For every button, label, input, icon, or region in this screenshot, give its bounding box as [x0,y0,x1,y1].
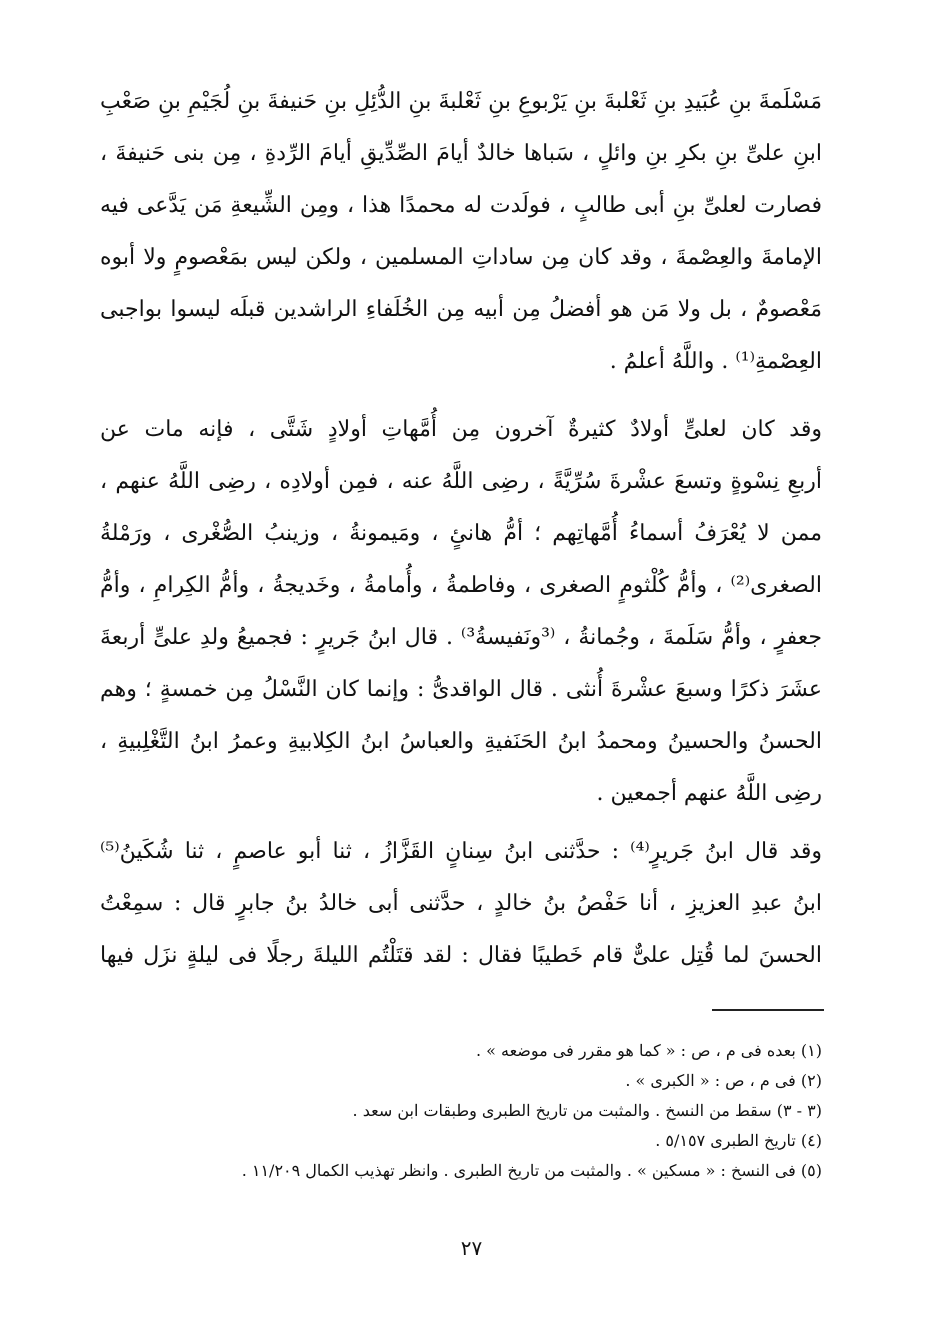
paragraph-2 [100,404,822,820]
paragraph-1 [100,76,822,388]
text-line: العِصْمةِ⁽¹⁾ . واللَّهُ أعلمُ . [609,349,822,374]
footnote-3: (٣ - ٣) سقط من النسخ . والمثبت من تاريخ الطبرى وطبقات ابن سعد . [352,1101,822,1120]
text-line: وقد كان لعلىٍّ أولادٌ كثيرةٌ آخرون مِن أُمَّهاتِ أولادٍ شَتَّى ، فإنه مات عن [100,417,822,442]
text-line: الإمامةَ والعِصْمةَ ، وقد كان مِن ساداتِ المسلمين ، ولكن ليس بمَعْصومٍ ولا أبوه [100,245,822,270]
text-line: الحسنُ والحسينُ ومحمدُ ابنُ الحَنَفيةِ والعباسُ ابنُ الكِلابيةِ وعمرُ ابنُ التَّغْلِبيةِ ، [100,729,822,754]
text-line: ابنُ عبدِ العزيزِ ، أنا حَفْصُ بنُ خالدٍ ، حدَّثنى أبى خالدُ بنُ جابرٍ قال : سمِعْتُ [100,891,822,916]
footnote-2: (٢) فى م ، ص : « الكبرى » . [625,1071,822,1090]
text-line: مَسْلَمةَ بنِ عُبَيدِ بنِ ثَعْلبةَ بنِ يَرْبوعِ بنِ ثَعْلبةَ بنِ الدُّئِلِ بنِ حَنيفةَ بنِ لُجَيْمِ بنِ صَعْبِ [100,89,822,114]
page-number: ٢٧ [460,1236,483,1260]
text-line: الحسنَ لما قُتِل علىٌّ قام خَطيبًا فقال : لقد قتَلْتُم الليلةَ رجلًا فى ليلةٍ نزَل فيها [100,943,822,968]
text-line: أربعِ نِسْوةٍ وتسعَ عشْرةَ سُرِّيَّةً ، رضِى اللَّهُ عنه ، فمِن أولادِه ، رضِى اللَّهُ عنهم ، [100,469,822,494]
footnote-1: (١) بعده فى م ، ص : « كما هو مقرر فى موضعه » . [475,1041,822,1060]
paragraph-3 [100,826,822,982]
footnote-divider [712,1009,824,1011]
text-line: عشَرَ ذكرًا وسبعَ عشْرةَ أُنثى . قال الواقدىُّ : وإنما كان النَّسْلُ مِن خمسةٍ ؛ وهم [100,677,822,702]
footnote-5: (٥) فى النسخ : « مسكين » . والمثبت من تاريخ الطبرى . وانظر تهذيب الكمال ١١/٢٠٩ . [241,1161,822,1180]
text-line: رضِى اللَّهُ عنهم أجمعين . [596,781,822,806]
text-line: ابنِ علىِّ بنِ بكرِ بنِ وائلٍ ، سَباها خالدٌ أيامَ الصِّدِّيقِ أيامَ الرِّدةِ ، مِن بنى حَنيفةَ ، [100,141,822,166]
text-line: وقد قال ابنُ جَريرٍ⁽⁴⁾ : حدَّثنى ابنُ سِنانٍ القَزَّازُ ، ثنا أبو عاصمٍ ، ثنا شُكَينُ⁽⁵⁾ [100,839,822,864]
text-line: الصغرى⁽²⁾ ، وأمُّ كُلْثومٍ الصغرى ، وفاطمةُ ، وأُمامةُ ، وخَديجةُ ، وأمُّ الكِرامِ ، وأمُّ [100,573,822,598]
text-line: فصارت لعلىِّ بنِ أبى طالبٍ ، فولَدت له محمدًا هذا ، ومِن الشِّيعةِ مَن يَدَّعى فيه [100,193,822,218]
text-line: جعفرٍ ، وأمُّ سَلَمةَ ، وجُمانةُ ، ⁽³ونَفيسةُ³⁾ . قال ابنُ جَريرٍ : فجميعُ ولدِ علىٍّ أربعةَ [100,625,822,650]
footnote-4: (٤) تاريخ الطبرى ٥/١٥٧ . [655,1131,822,1150]
text-line: مَعْصومٌ ، بل ولا مَن هو أفضلُ مِن أبيه مِن الخُلَفاءِ الراشدين قبلَه ليسوا بواجبى [100,297,822,322]
footnotes [150,1036,822,1186]
text-line: ممن لا يُعْرَفُ أسماءُ أُمَّهاتِهم ؛ أمُّ هانئٍ ، ومَيمونةُ ، وزينبُ الصُّغْرى ، ورَمْلةُ [100,521,822,546]
